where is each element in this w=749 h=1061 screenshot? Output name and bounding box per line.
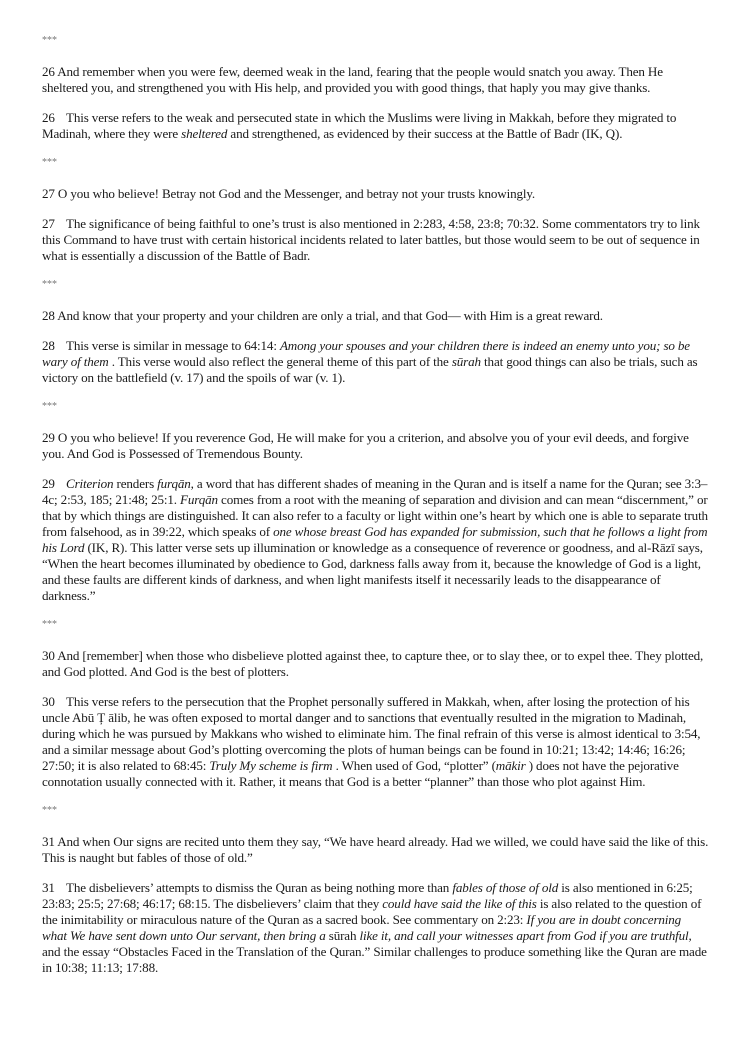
commentary-text: is also mentioned in 6:25; 23:83; 25:5; 27:68; 46:17; 68:15. The disbelievers’ claim that they [42,879,693,911]
commentary-italic: sheltered [181,125,228,141]
verse-text: And [remember] when those who disbelieve plotted against thee, to capture thee, or to slay thee, or to expel thee. They plotted, and God plotted. And God is the best of plotters. [42,648,704,679]
section-separator: *** [42,619,57,630]
commentary-text: is also related to the question of the inimitability or miraculous nature of the Quran as a sacred book. See commentary on 2:23: [42,895,702,927]
verse-30 [42,648,709,680]
verse-number: 28 [42,308,55,323]
verse-text: O you who believe! Betray not God and the Messenger, and betray not your trusts knowingly. [57,186,536,201]
section-separator: *** [42,279,57,290]
commentary-italic: fables of those of old [452,879,559,895]
commentary-italic: like it, and call your witnesses apart from God if you are truthful, [359,927,692,943]
verse-number: 26 [42,64,55,79]
commentary-text: renders [113,475,158,491]
verse-text: And know that your property and your children are only a trial, and that God— with Him is a great reward. [57,308,603,323]
commentary-italic: sūrah [451,353,481,369]
verse-text: And remember when you were few, deemed weak in the land, fearing that the people would snatch you away. Then He sheltered you, and strengthened you with His help, and provided you with good things, that haply you may give thanks. [42,64,663,95]
commentary-text: This verse refers to the weak and persecuted state in which the Muslims were living in Makkah, before they migrated to Madinah, where they were [42,109,677,141]
commentary-text: . This verse would also reflect the general theme of this part of the [108,353,452,369]
commentary-italic: Criterion [66,475,114,491]
verse-number: 29 [42,430,55,445]
verse-text: And when Our signs are recited unto them they say, “We have heard already. Had we willed, we could have said the like of this. This is naught but fables of those of old.” [42,834,709,865]
section-separator: *** [42,805,57,816]
commentary-text: (IK, R). This latter verse sets up illumination or knowledge as a consequence of reverence or goodness, and al-Rāzī says, “When the heart becomes illuminated by obedience to God, darkness falls away from it, because the knowledge of God is a light, and these faults are different kinds of darkness, and when light manifests itself it necessarily leads to the disappearance of darkness.” [42,539,703,603]
verse-29 [42,430,709,462]
commentary-italic: If you are in doubt concerning what We have sent down unto Our servant, then bring a [42,911,682,943]
commentary-italic: could have said the like of this [382,895,537,911]
commentary-26 [42,110,709,142]
commentary-text: comes from a root with the meaning of separation and division and can mean “discernment,” or that by which things are distinguished. It can also refer to a faculty or light within one’s heart by which one is able to separate truth from falsehood, as in 39:22, which speaks of [42,491,708,539]
verse-number: 30 [42,648,55,663]
commentary-italic: mākir [495,757,526,773]
commentary-31 [42,880,709,976]
commentary-italic: Among your spouses and your children there is indeed an enemy unto you; so be wary of them [42,337,690,369]
commentary-number: 30 [42,693,55,709]
commentary-number: 31 [42,879,55,895]
commentary-27 [42,216,709,264]
commentary-28 [42,338,709,386]
verse-number: 27 [42,186,55,201]
commentary-29 [42,476,709,604]
commentary-number: 27 [42,215,55,231]
verse-28 [42,308,709,324]
verse-text: O you who believe! If you reverence God, He will make for you a criterion, and absolve you of your evil deeds, and forgive you. And God is Possessed of Tremendous Bounty. [42,430,689,461]
commentary-text: The disbelievers’ attempts to dismiss the Quran as being nothing more than [66,879,453,895]
commentary-italic: furqān, [157,475,194,491]
verse-number: 31 [42,834,55,849]
commentary-text: The significance of being faithful to one’s trust is also mentioned in 2:283, 4:58, 23:8; 70:32. Some commentators try to link this Command to have trust with certain historical incidents related to later battles, but those would seem to be out of sequence in what is essentially a discussion of the Battle of Badr. [42,215,700,263]
commentary-number: 28 [42,337,55,353]
verse-31 [42,834,709,866]
commentary-italic: Furqān [180,491,218,507]
verse-27 [42,186,709,202]
section-separator: *** [42,157,57,168]
commentary-italic: one whose breast God has expanded for submission, such that he follows a light from his Lord [42,523,708,555]
commentary-text: This verse is similar in message to 64:14: [66,337,280,353]
commentary-text: and the essay “Obstacles Faced in the Translation of the Quran.” Similar challenges to produce something like the Quran are made in 10:38; 11:13; 17:88. [42,943,707,975]
commentary-text: and strengthened, as evidenced by their success at the Battle of Badr (IK, Q). [227,125,623,141]
commentary-text: a word that has different shades of meaning in the Quran and is itself a name for the Quran; see 3:3– 4c; 2:53, 185; 21:48; 25:1. [42,475,708,507]
commentary-text: ) does not have the pejorative connotation usually connected with it. Rather, it means that God is a better “planner” than those who plot against Him. [42,757,679,789]
verse-26 [42,64,709,96]
commentary-italic: Truly My scheme is firm [209,757,333,773]
commentary-text: sūrah [325,927,360,943]
commentary-30 [42,694,709,790]
commentary-text: that good things can also be trials, such as victory on the battlefield (v. 17) and the spoils of war (v. 1). [42,353,698,385]
commentary-number: 29 [42,475,55,491]
commentary-number: 26 [42,109,55,125]
commentary-text: This verse refers to the persecution that the Prophet personally suffered in Makkah, when, after losing the protection of his uncle Abū Ț ālib, he was often exposed to mortal danger and to sanctions that eventually resulted in the migration to Madinah, during which he was pursued by Makkans who wished to eliminate him. The final refrain of this verse is almost identical to 3:54, and a similar message about God’s plotting overcoming the plots of human beings can be found in 10:21; 13:42; 14:46; 16:26; 27:50; it is also related to 68:45: [42,693,701,773]
section-separator: *** [42,35,57,46]
section-separator: *** [42,401,57,412]
commentary-text: . When used of God, “plotter” ( [332,757,496,773]
